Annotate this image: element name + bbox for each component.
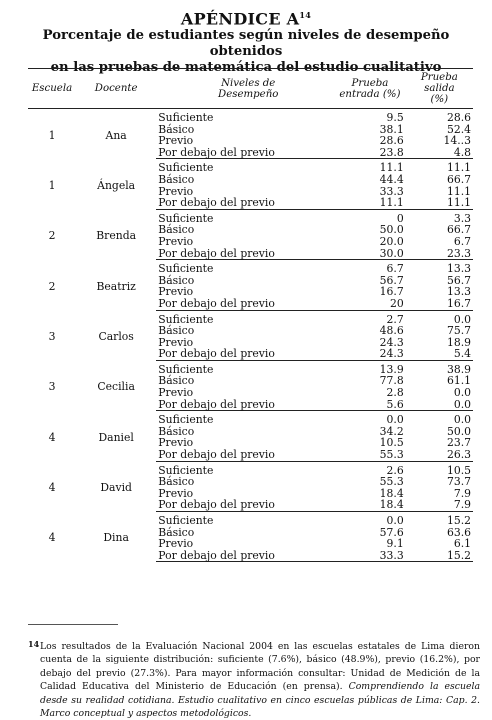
prueba-entrada-cell: 23.8 — [334, 147, 406, 159]
prueba-entrada-cell: 0 — [396, 211, 404, 225]
prueba-salida-cell: 73.7 — [446, 475, 471, 489]
docente-cell: Daniel — [98, 430, 134, 444]
docente-cell: Brenda — [96, 229, 137, 243]
nivel-cell: Básico — [158, 525, 195, 539]
header-escuela: Escuela — [28, 69, 76, 109]
escuela-cell: 4 — [48, 481, 56, 495]
escuela-cell: 4 — [48, 531, 56, 545]
footnote-reference: 14 — [299, 10, 312, 20]
prueba-entrada-cell: 6.7 — [386, 262, 404, 276]
footnote — [28, 639, 480, 720]
escuela-cell: 2 — [48, 229, 56, 243]
table-row — [28, 360, 473, 375]
nivel-cell: Por debajo del previo — [156, 399, 334, 411]
prueba-salida-cell: 26.3 — [406, 449, 473, 461]
prueba-entrada-cell: 0.0 — [386, 514, 404, 527]
prueba-salida-cell: 23.7 — [446, 436, 471, 450]
docente-cell: David — [100, 481, 132, 495]
prueba-salida-cell: 38.9 — [446, 362, 471, 376]
nivel-cell: Por debajo del previo — [156, 499, 334, 511]
prueba-salida-cell: 13.3 — [446, 262, 471, 276]
prueba-entrada-cell: 16.7 — [379, 285, 404, 299]
prueba-entrada-cell: 33.3 — [379, 184, 404, 198]
prueba-salida-cell: 75.7 — [446, 324, 471, 338]
prueba-salida-cell: 61.1 — [446, 374, 471, 388]
prueba-salida-cell: 11.1 — [446, 184, 471, 198]
nivel-cell: Suficiente — [158, 413, 214, 427]
prueba-entrada-cell: 77.8 — [379, 374, 404, 388]
prueba-salida-cell: 0.0 — [453, 312, 471, 326]
nivel-cell: Básico — [158, 273, 195, 287]
header-niveles — [156, 69, 334, 109]
nivel-cell: Suficiente — [158, 312, 214, 326]
nivel-cell: Por debajo del previo — [156, 348, 334, 360]
docente-cell: Ángela — [97, 178, 136, 192]
prueba-salida-cell: 5.4 — [406, 348, 473, 360]
nivel-cell: Por debajo del previo — [156, 147, 334, 159]
prueba-entrada-cell: 11.1 — [379, 161, 404, 175]
docente-cell: Carlos — [98, 329, 134, 343]
prueba-entrada-cell: 18.4 — [379, 486, 404, 500]
nivel-cell: Por debajo del previo — [156, 298, 334, 310]
table-row — [28, 209, 473, 224]
nivel-cell: Básico — [158, 324, 195, 338]
nivel-cell: Previo — [158, 386, 194, 400]
header-prueba-salida — [406, 69, 473, 109]
footnote-citation: Comprendiendo la escuela desde su realidad cotidiana. Estudio cualitativo en cinco escuelas públicas de Lima: Cap. 2. Marco conceptual y aspectos metodológicos. — [40, 681, 480, 720]
table-row — [28, 461, 473, 476]
header-entrada-line-2: entrada (%) — [339, 88, 401, 100]
header-salida-line-1: Prueba salida — [420, 72, 458, 94]
nivel-cell: Previo — [158, 486, 194, 500]
nivel-cell: Básico — [158, 223, 195, 237]
results-table — [28, 68, 473, 562]
prueba-entrada-cell: 2.6 — [386, 463, 404, 477]
nivel-cell: Suficiente — [158, 514, 214, 527]
docente-cell: Ana — [105, 128, 127, 142]
table-row — [28, 260, 473, 275]
table-body — [28, 109, 473, 562]
prueba-entrada-cell: 33.3 — [334, 550, 406, 562]
table-header-row — [28, 69, 473, 109]
nivel-cell: Previo — [158, 234, 194, 248]
docente-cell: Beatriz — [96, 279, 136, 293]
nivel-cell: Suficiente — [158, 262, 214, 276]
prueba-salida-cell: 23.3 — [406, 248, 473, 260]
prueba-entrada-cell: 55.3 — [379, 475, 404, 489]
docente-cell: Dina — [103, 531, 129, 545]
prueba-salida-cell: 6.7 — [453, 234, 471, 248]
title-block — [0, 6, 492, 76]
nivel-cell: Previo — [158, 184, 194, 198]
nivel-cell: Suficiente — [158, 211, 214, 225]
prueba-entrada-cell: 44.4 — [379, 172, 404, 186]
prueba-salida-cell: 63.6 — [446, 525, 471, 539]
prueba-entrada-cell: 0.0 — [386, 413, 404, 427]
nivel-cell: Previo — [158, 285, 194, 299]
footnote-mark: 14 — [28, 639, 40, 649]
nivel-cell: Suficiente — [158, 362, 214, 376]
prueba-entrada-cell: 57.6 — [379, 525, 404, 539]
footnote-divider — [28, 624, 118, 625]
prueba-salida-cell: 7.9 — [406, 499, 473, 511]
table-caption-line-1: Porcentaje de estudiantes según niveles de desempeño obtenidos — [42, 28, 450, 60]
prueba-entrada-cell: 2.7 — [386, 312, 404, 326]
header-niveles-line-1: Niveles de — [221, 77, 276, 89]
prueba-salida-cell: 15.2 — [446, 514, 471, 527]
nivel-cell: Por debajo del previo — [156, 197, 334, 209]
nivel-cell: Previo — [158, 537, 194, 551]
nivel-cell: Suficiente — [158, 161, 214, 175]
nivel-cell: Básico — [158, 172, 195, 186]
escuela-cell: 3 — [48, 329, 56, 343]
header-entrada-line-1: Prueba — [351, 77, 389, 89]
prueba-entrada-cell: 24.3 — [379, 335, 404, 349]
nivel-cell: Básico — [158, 122, 195, 136]
nivel-cell: Suficiente — [158, 111, 214, 124]
prueba-entrada-cell: 20.0 — [379, 234, 404, 248]
prueba-entrada-cell: 38.1 — [379, 122, 404, 136]
prueba-salida-cell: 0.0 — [453, 386, 471, 400]
table-row — [28, 411, 473, 426]
nivel-cell: Previo — [158, 134, 194, 148]
nivel-cell: Básico — [158, 424, 195, 438]
prueba-salida-cell: 28.6 — [446, 111, 471, 124]
table-row — [28, 109, 473, 124]
nivel-cell: Previo — [158, 335, 194, 349]
prueba-salida-cell: 15.2 — [406, 550, 473, 562]
escuela-cell: 1 — [48, 178, 56, 192]
prueba-entrada-cell: 5.6 — [334, 399, 406, 411]
prueba-entrada-cell: 2.8 — [386, 386, 404, 400]
prueba-entrada-cell: 50.0 — [379, 223, 404, 237]
nivel-cell: Por debajo del previo — [156, 248, 334, 260]
prueba-entrada-cell: 56.7 — [379, 273, 404, 287]
prueba-salida-cell: 0.0 — [406, 399, 473, 411]
prueba-entrada-cell: 28.6 — [379, 134, 404, 148]
header-prueba-entrada — [334, 69, 406, 109]
escuela-cell: 3 — [48, 380, 56, 394]
prueba-salida-cell: 13.3 — [446, 285, 471, 299]
nivel-cell: Previo — [158, 436, 194, 450]
prueba-entrada-cell: 13.9 — [379, 362, 404, 376]
nivel-cell: Suficiente — [158, 463, 214, 477]
header-niveles-line-2: Desempeño — [218, 88, 279, 100]
prueba-salida-cell: 4.8 — [406, 147, 473, 159]
nivel-cell: Básico — [158, 374, 195, 388]
table-row — [28, 512, 473, 527]
prueba-salida-cell: 52.4 — [446, 122, 471, 136]
appendix-title-text: APÉNDICE A — [180, 9, 300, 29]
prueba-entrada-cell: 48.6 — [379, 324, 404, 338]
prueba-entrada-cell: 24.3 — [334, 348, 406, 360]
prueba-entrada-cell: 20 — [334, 298, 406, 310]
prueba-salida-cell: 66.7 — [446, 223, 471, 237]
prueba-salida-cell: 16.7 — [406, 298, 473, 310]
prueba-salida-cell: 3.3 — [453, 211, 471, 225]
prueba-salida-cell: 7.9 — [453, 486, 471, 500]
prueba-salida-cell: 0.0 — [453, 413, 471, 427]
prueba-entrada-cell: 55.3 — [334, 449, 406, 461]
escuela-cell: 4 — [48, 430, 56, 444]
table-row — [28, 310, 473, 325]
prueba-salida-cell: 11.1 — [446, 161, 471, 175]
nivel-cell: Básico — [158, 475, 195, 489]
header-docente: Docente — [76, 69, 156, 109]
prueba-salida-cell: 50.0 — [446, 424, 471, 438]
prueba-salida-cell: 66.7 — [446, 172, 471, 186]
prueba-entrada-cell: 9.5 — [386, 111, 404, 124]
escuela-cell: 1 — [48, 128, 56, 142]
prueba-salida-cell: 10.5 — [446, 463, 471, 477]
docente-cell: Cecilia — [97, 380, 135, 394]
prueba-entrada-cell: 9.1 — [386, 537, 404, 551]
prueba-entrada-cell: 11.1 — [334, 197, 406, 209]
prueba-entrada-cell: 30.0 — [334, 248, 406, 260]
appendix-title — [0, 6, 492, 28]
table-row — [28, 159, 473, 174]
prueba-entrada-cell: 34.2 — [379, 424, 404, 438]
prueba-salida-cell: 14..3 — [443, 134, 471, 148]
prueba-salida-cell: 11.1 — [406, 197, 473, 209]
prueba-salida-cell: 56.7 — [446, 273, 471, 287]
table-caption-line-2: en las pruebas de matemática del estudio cualitativo — [50, 60, 442, 76]
prueba-entrada-cell: 18.4 — [334, 499, 406, 511]
header-salida-line-2: (%) — [430, 94, 449, 105]
prueba-salida-cell: 6.1 — [453, 537, 471, 551]
escuela-cell: 2 — [48, 279, 56, 293]
footnote-text: Los resultados de la Evaluación Nacional 2004 en las escuelas estatales de Lima dieron cuenta de la siguiente distribución: suficiente (7.6%), básico (48.9%), previo (16.2%), por debajo del previo (27.3%). Para mayor información consultar: Unidad de Medición de la Calidad Educativa del Ministerio de Educación (en prensa). — [40, 641, 480, 693]
prueba-entrada-cell: 10.5 — [379, 436, 404, 450]
nivel-cell: Por debajo del previo — [156, 449, 334, 461]
prueba-salida-cell: 18.9 — [446, 335, 471, 349]
nivel-cell: Por debajo del previo — [156, 550, 334, 562]
